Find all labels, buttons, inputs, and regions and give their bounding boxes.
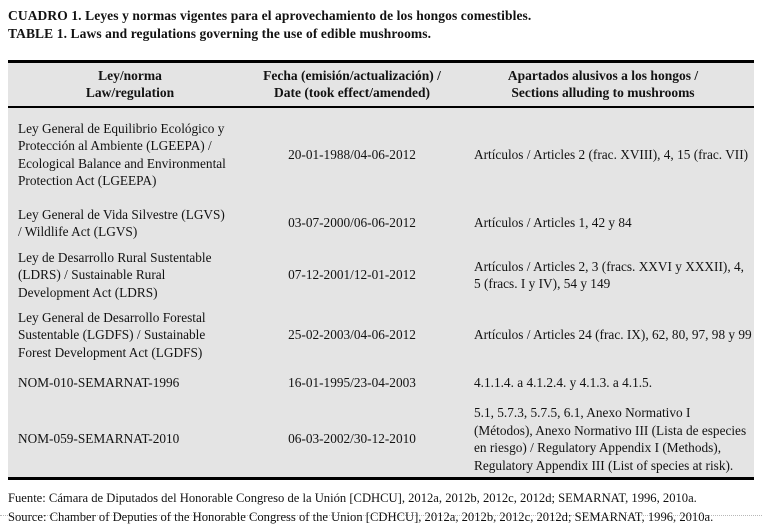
source-note-es: Fuente: Cámara de Diputados del Honorable Congreso de la Unión [CDHCU], 2012a, 2012b, 2012c, 2012d; SEMARNAT, 1996, 2010a.	[8, 491, 697, 505]
cell-law: Ley General de Equilibrio Ecológico y Protección al Ambiente (LGEEPA) / Ecological Balance and Environmental Protection Act (LGEEPA)	[18, 120, 226, 188]
table-caption	[0, 0, 762, 43]
cell-sections: Artículos / Articles 1, 42 y 84	[474, 215, 632, 231]
table-row	[8, 401, 754, 479]
cell-sections: Artículos / Articles 2 (frac. XVIII), 4, 15 (frac. VII)	[474, 146, 749, 162]
source-notes	[0, 480, 762, 527]
table-body	[8, 107, 754, 479]
header-row	[8, 62, 754, 108]
cell-sections: Artículos / Articles 24 (frac. IX), 62, 80, 97, 98 y 99	[474, 327, 752, 343]
cell-date: 03-07-2000/06-06-2012	[288, 215, 416, 231]
laws-regulations-table	[8, 60, 754, 480]
col-header-law-es: Ley/norma	[98, 68, 162, 83]
col-header-sections-es: Apartados alusivos a los hongos /	[507, 68, 699, 83]
cell-law: NOM-010-SEMARNAT-1996	[18, 375, 180, 391]
cell-sections: 5.1, 5.7.3, 5.7.5, 6.1, Anexo Normativo I (Métodos), Anexo Normativo III (Lista de especies en riesgo) / Regulatory Appendix I (Methods), Regulatory Appendix III (List of species at risk).	[474, 405, 747, 473]
cell-law: Ley General de Desarrollo Forestal Sustentable (LGDFS) / Sustainable Forest Development Act (LGDFS)	[18, 309, 206, 360]
col-header-date	[252, 62, 452, 108]
col-header-sections	[452, 62, 754, 108]
cell-law: NOM-059-SEMARNAT-2010	[18, 431, 180, 447]
table-row	[8, 107, 754, 201]
col-header-date-en: Date (took effect/amended)	[274, 85, 430, 100]
col-header-date-es: Fecha (emisión/actualización) /	[263, 68, 441, 83]
table-caption-en: TABLE 1. Laws and regulations governing the use of edible mushrooms.	[8, 26, 432, 41]
source-note-en: Source: Chamber of Deputies of the Honorable Congress of the Union [CDHCU], 2012a, 2012b, 2012c, 2012d; SEMARNAT, 1996, 2010a.	[8, 510, 714, 524]
cell-sections: 4.1.1.4. a 4.1.2.4. y 4.1.3. a 4.1.5.	[474, 375, 653, 391]
cell-date: 07-12-2001/12-01-2012	[288, 267, 416, 283]
table-row	[8, 365, 754, 401]
col-header-law-en: Law/regulation	[85, 85, 175, 100]
cell-sections: Artículos / Articles 2, 3 (fracs. XXVI y XXXII), 4, 5 (fracs. I y IV), 54 y 149	[474, 258, 744, 291]
table-row	[8, 305, 754, 365]
cell-law: Ley de Desarrollo Rural Sustentable (LDRS) / Sustainable Rural Development Act (LDRS)	[18, 249, 212, 300]
col-header-sections-en: Sections alluding to mushrooms	[511, 85, 695, 100]
col-header-law	[8, 62, 252, 108]
table-header	[8, 62, 754, 108]
table-caption-es: CUADRO 1. Leyes y normas vigentes para el aprovechamiento de los hongos comestibles.	[8, 8, 532, 23]
cell-date: 16-01-1995/23-04-2003	[288, 375, 416, 391]
cell-date: 25-02-2003/04-06-2012	[288, 327, 416, 343]
cell-law: Ley General de Vida Silvestre (LGVS) / Wildlife Act (LGVS)	[18, 206, 225, 239]
table-row	[8, 245, 754, 305]
table-row	[8, 201, 754, 245]
cell-date: 20-01-1988/04-06-2012	[288, 146, 416, 162]
cell-date: 06-03-2002/30-12-2010	[288, 431, 416, 447]
